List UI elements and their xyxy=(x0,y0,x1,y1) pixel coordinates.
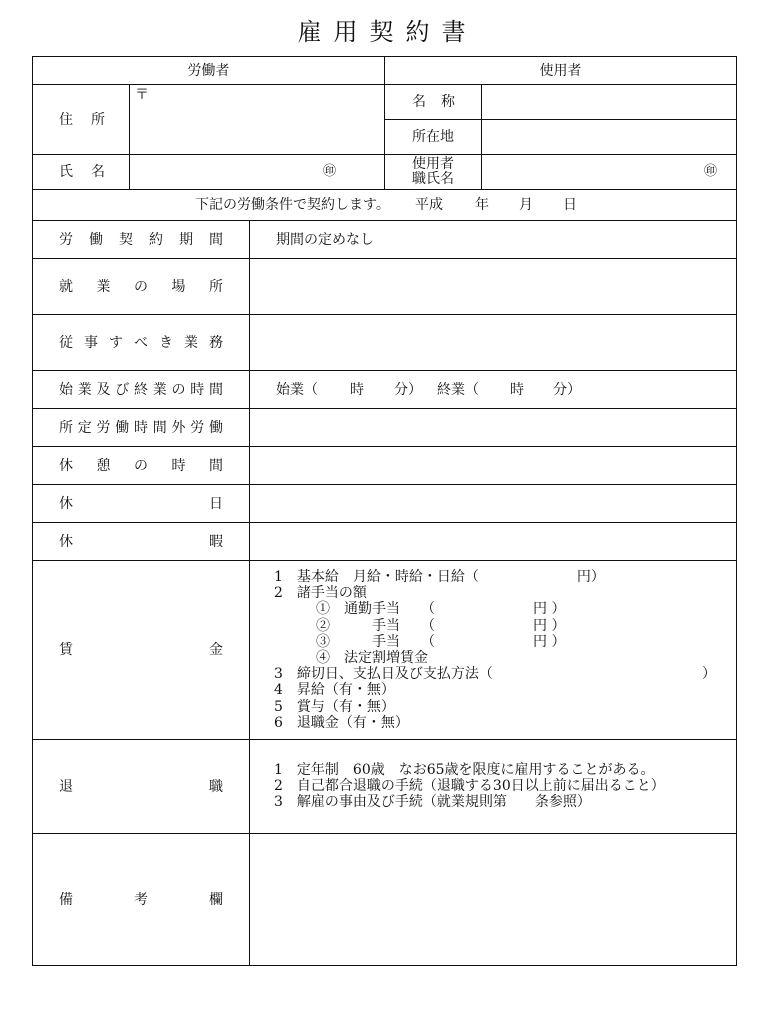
agreement-row xyxy=(32,189,737,221)
wage-label: 賃 金 xyxy=(32,560,250,740)
leave-field[interactable] xyxy=(249,522,737,561)
employer-location-field[interactable] xyxy=(481,119,737,155)
postal-mark: 〒 xyxy=(135,87,149,103)
end-hour-unit: 時 xyxy=(510,382,524,398)
wage-line-5: ③ 手当 （ 円 ） xyxy=(274,634,566,650)
employer-rep-field[interactable] xyxy=(481,154,737,190)
wage-line-1: 1 基本給 月給・時給・日給（ 円） xyxy=(274,569,605,585)
holiday-field[interactable] xyxy=(249,484,737,523)
address-field[interactable] xyxy=(129,84,385,155)
end-minute-unit: 分） xyxy=(553,382,581,398)
place-field[interactable] xyxy=(249,258,737,315)
hours-field[interactable] xyxy=(249,370,737,409)
start-hour-unit: 時 xyxy=(350,382,364,398)
employer-location-label: 所在地 xyxy=(384,119,482,155)
retire-field[interactable] xyxy=(249,739,737,834)
start-minute-unit: 分） xyxy=(394,382,422,398)
end-label: 終業（ xyxy=(437,382,479,398)
wage-line-7-close: ） xyxy=(702,666,716,682)
retire-label: 退 職 xyxy=(32,739,250,834)
hours-label: 始 業 及 び 終 業 の 時 間 xyxy=(32,370,250,409)
employer-rep-label: 使用者 職氏名 xyxy=(384,154,482,190)
agreement-era: 平成 xyxy=(415,197,443,213)
retire-line-2: 2 自己都合退職の手続（退職する30日以上前に届出ること） xyxy=(274,778,665,794)
remarks-label: 備 考 欄 xyxy=(32,833,250,966)
wage-line-6: ④ 法定割増賃金 xyxy=(274,650,428,666)
wage-line-8: 4 昇給（有・無） xyxy=(274,682,395,698)
period-label: 労 働 契 約 期 間 xyxy=(32,220,250,259)
break-label: 休 憩 の 時 間 xyxy=(32,446,250,485)
employer-seal-mark: ㊞ xyxy=(704,164,718,179)
place-label: 就 業 の 場 所 xyxy=(32,258,250,315)
address-label: 住 所 xyxy=(32,84,130,155)
worker-header: 労働者 xyxy=(32,56,385,85)
document-title: 雇用契約書 xyxy=(297,18,478,46)
wage-line-2: 2 諸手当の額 xyxy=(274,585,367,601)
remarks-field[interactable] xyxy=(249,833,737,966)
agreement-month: 月 xyxy=(519,197,533,213)
wage-line-4: ② 手当 （ 円 ） xyxy=(274,618,566,634)
retire-line-3: 3 解雇の事由及び手続（就業規則第 条参照） xyxy=(274,794,591,810)
employer-name-label: 名 称 xyxy=(384,84,482,120)
retire-line-1: 1 定年制 60歳 なお65歳を限度に雇用することがある。 xyxy=(274,762,655,778)
duties-label: 従 事 す べ き 業 務 xyxy=(32,314,250,371)
worker-seal-mark: ㊞ xyxy=(323,164,337,179)
start-label: 始業（ xyxy=(276,382,318,398)
employer-name-field[interactable] xyxy=(481,84,737,120)
agreement-text: 下記の労働条件で契約します。 xyxy=(195,197,390,213)
worker-name-label: 氏 名 xyxy=(32,154,130,190)
wage-line-7: 3 締切日、支払日及び支払方法（ xyxy=(274,666,493,682)
agreement-year: 年 xyxy=(475,197,489,213)
break-field[interactable] xyxy=(249,446,737,485)
overtime-label: 所 定 労 働 時 間 外 労 働 xyxy=(32,408,250,447)
agreement-day: 日 xyxy=(563,197,577,213)
period-field[interactable] xyxy=(249,220,737,259)
wage-line-10: 6 退職金（有・無） xyxy=(274,715,409,731)
worker-name-field[interactable] xyxy=(129,154,385,190)
wage-field[interactable] xyxy=(249,560,737,740)
wage-line-3: ① 通勤手当 （ 円 ） xyxy=(274,601,566,617)
period-value: 期間の定めなし xyxy=(276,231,374,248)
holiday-label: 休 日 xyxy=(32,484,250,523)
employer-header: 使用者 xyxy=(384,56,737,85)
overtime-field[interactable] xyxy=(249,408,737,447)
duties-field[interactable] xyxy=(249,314,737,371)
wage-line-9: 5 賞与（有・無） xyxy=(274,699,395,715)
leave-label: 休 暇 xyxy=(32,522,250,561)
